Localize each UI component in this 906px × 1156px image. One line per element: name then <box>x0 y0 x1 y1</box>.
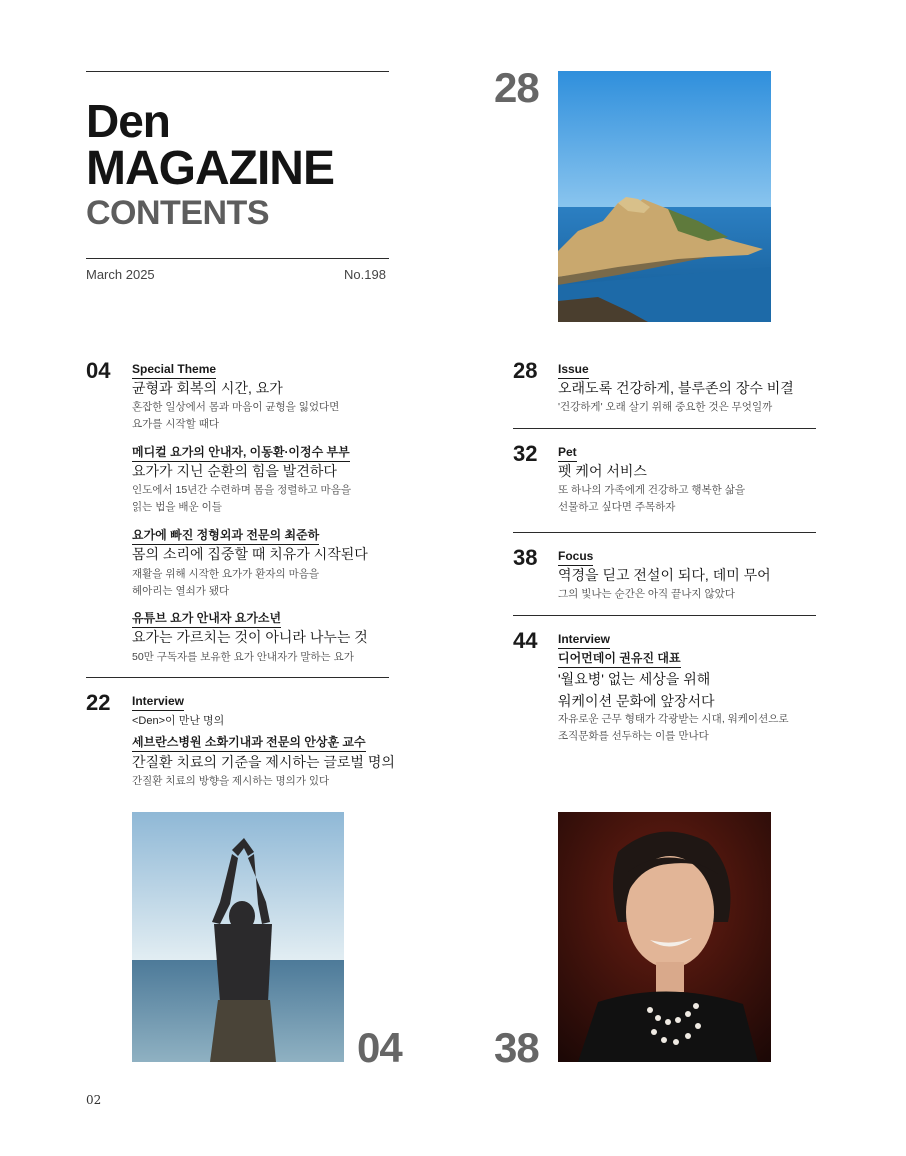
article-title-workation-line1[interactable]: '월요병' 없는 세상을 위해 <box>558 671 711 687</box>
section-divider <box>513 428 816 429</box>
article-desc-line: 자유로운 근무 형태가 각광받는 시대, 워케이션으로 <box>558 713 789 725</box>
photo-page-number-castle: 28 <box>494 64 539 111</box>
article-desc-line: 헤아리는 열쇠가 됐다 <box>132 585 230 597</box>
kicker-orthopedic-doctor: 요가에 빠진 정형외과 전문의 최준하 <box>132 528 319 545</box>
article-title-circulation-power[interactable]: 요가가 지닌 순환의 힘을 발견하다 <box>132 463 337 479</box>
article-desc-line: 그의 빛나는 순간은 아직 끝나지 않았다 <box>558 588 735 600</box>
kicker-pet: Pet <box>558 445 577 462</box>
page-number-44: 44 <box>513 628 538 653</box>
issue-number: No.198 <box>344 267 386 282</box>
article-note-den-doctor: <Den>이 만난 명의 <box>132 715 225 727</box>
article-title-liver-doctor[interactable]: 간질환 치료의 기준을 제시하는 글로벌 명의 <box>132 754 395 770</box>
article-title-workation-line2[interactable]: 워케이션 문화에 앞장서다 <box>558 693 715 709</box>
castle-island-photo <box>558 71 771 322</box>
page-number-22: 22 <box>86 690 111 715</box>
section-divider <box>86 677 389 678</box>
article-title-yoga-balance[interactable]: 균형과 회복의 시간, 요가 <box>132 380 283 396</box>
article-desc-line: 읽는 법을 배운 이들 <box>132 501 222 513</box>
kicker-interview: Interview <box>558 632 610 649</box>
masthead-bottom-rule <box>86 258 389 259</box>
kicker-youtube-yoga-boy: 유튜브 요가 안내자 요가소년 <box>132 611 281 628</box>
magazine-title-magazine: MAGAZINE <box>86 142 334 195</box>
article-desc-line: 요가를 시작할 때다 <box>132 418 219 430</box>
kicker-dearmonday-ceo: 디어먼데이 권유진 대표 <box>558 651 681 668</box>
page-folio: 02 <box>86 1093 102 1107</box>
article-title-yoga-sharing[interactable]: 요가는 가르치는 것이 아니라 나누는 것 <box>132 629 368 645</box>
contents-heading: CONTENTS <box>86 194 269 232</box>
kicker-interview: Interview <box>132 694 184 711</box>
magazine-title-den: Den <box>86 95 170 147</box>
article-desc-line: 재활을 위해 시작한 요가가 환자의 마음을 <box>132 568 320 580</box>
yoga-silhouette-photo <box>132 812 344 1062</box>
article-desc-line: 선물하고 싶다면 주목하자 <box>558 501 676 513</box>
demi-moore-portrait-photo <box>558 812 771 1062</box>
photo-page-number-portrait: 38 <box>494 1024 539 1071</box>
article-desc-line: 또 하나의 가족에게 건강하고 행복한 삶을 <box>558 484 746 496</box>
masthead-top-rule <box>86 71 389 72</box>
kicker-medical-yoga-couple: 메디컬 요가의 안내자, 이동환·이정수 부부 <box>132 445 350 462</box>
kicker-severance-professor: 세브란스병원 소화기내과 전문의 안상훈 교수 <box>132 735 366 752</box>
article-desc-line: 50만 구독자를 보유한 요가 안내자가 말하는 요가 <box>132 651 354 663</box>
page-number-04: 04 <box>86 358 111 383</box>
photo-page-number-yoga: 04 <box>357 1024 402 1071</box>
article-title-pet-care[interactable]: 펫 케어 서비스 <box>558 463 647 479</box>
article-title-blue-zone[interactable]: 오래도록 건강하게, 블루존의 장수 비결 <box>558 380 794 396</box>
section-divider <box>513 532 816 533</box>
article-desc-line: 인도에서 15년간 수련하며 몸을 정렬하고 마음을 <box>132 484 351 496</box>
article-desc-line: 혼잡한 일상에서 몸과 마음이 균형을 잃었다면 <box>132 401 340 413</box>
page-number-32: 32 <box>513 441 538 466</box>
kicker-issue: Issue <box>558 362 589 379</box>
article-desc-line: '건강하게' 오래 살기 위해 중요한 것은 무엇일까 <box>558 401 773 413</box>
article-desc-line: 조직문화를 선두하는 이를 만나다 <box>558 730 709 742</box>
issue-date: March 2025 <box>86 267 155 282</box>
article-title-body-sound[interactable]: 몸의 소리에 집중할 때 치유가 시작된다 <box>132 546 368 562</box>
article-desc-line: 간질환 치료의 방향을 제시하는 명의가 있다 <box>132 775 330 787</box>
page-number-28: 28 <box>513 358 538 383</box>
article-title-demi-moore[interactable]: 역경을 딛고 전설이 되다, 데미 무어 <box>558 567 771 583</box>
kicker-focus: Focus <box>558 549 593 566</box>
kicker-special-theme: Special Theme <box>132 362 216 379</box>
page-number-38: 38 <box>513 545 538 570</box>
section-divider <box>513 615 816 616</box>
